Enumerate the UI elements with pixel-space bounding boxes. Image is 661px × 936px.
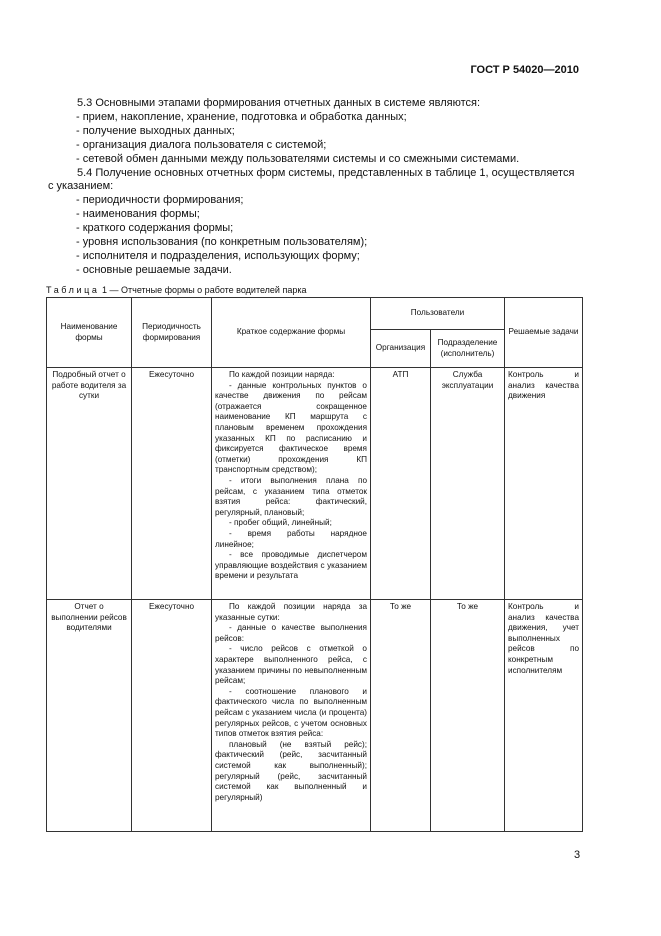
cell-tasks: Контроль и анализ качества движения <box>505 368 583 600</box>
paragraph-5-4: 5.4 Получение основных отчетных форм системы, представленных в таблице 1, осуществляется с указанием: <box>48 166 575 193</box>
list-item: - сетевой обмен данными между пользователями системы и со смежными системами. <box>76 152 520 165</box>
content-line: - итоги выполнения плана по рейсам, с указанием типа отметок взятия рейса: фактический, регулярный, плановый; <box>215 475 367 517</box>
content-line: - данные контрольных пунктов о качестве движения по рейсам (отражается сокращенное наименование КП маршрута с плановым временем прохождения указанных КП по расписанию и фиксируется фактическое время (отметки) прохождения КП транспортным средством); <box>215 380 367 475</box>
table-row <box>47 368 583 600</box>
report-forms-table <box>46 297 583 832</box>
list-item: - краткого содержания формы; <box>76 222 234 235</box>
cell-period: Ежесуточно <box>132 368 212 600</box>
cell-name: Подробный отчет о работе водителя за сутки <box>47 368 132 600</box>
section-text <box>48 97 580 278</box>
content-line: - число рейсов с отметкой о характере выполненного рейса, с указанием причины по невыполненным рейсам; <box>215 644 367 686</box>
list-item: - прием, накопление, хранение, подготовка и обработка данных; <box>76 110 407 123</box>
list-item: - уровня использования (по конкретным пользователям); <box>76 236 368 249</box>
content-line: - пробег общий, линейный; <box>229 518 332 528</box>
list-item: - организация диалога пользователя с системой; <box>76 138 327 151</box>
cell-dept: То же <box>431 600 505 832</box>
content-line: - соотношение планового и фактического числа по выполненным рейсам с указанием числа (и процента) регулярных рейсов, с учетом основных типов отметок взятия рейса: <box>215 686 367 739</box>
content-line: По каждой позиции наряда за указанные сутки: <box>215 602 367 622</box>
page-number: 3 <box>574 849 581 861</box>
header-content: Краткое содержание формы <box>212 298 371 368</box>
header-period: Периодичность формирования <box>132 298 212 368</box>
header-dept: Подразделение (исполнитель) <box>431 330 505 368</box>
cell-name: Отчет о выполнении рейсов водителями <box>47 600 132 832</box>
table-caption-text: 1 — Отчетные формы о работе водителей парка <box>102 285 307 295</box>
content-line: - все проводимые диспетчером управляющие воздействия с указанием времени и результата <box>215 550 367 581</box>
list-item: - получение выходных данных; <box>76 124 235 137</box>
cell-dept: Служба эксплуатации <box>431 368 505 600</box>
table-row <box>47 600 583 832</box>
cell-org: АТП <box>371 368 431 600</box>
list-item: - наименования формы; <box>76 208 200 221</box>
cell-org: То же <box>371 600 431 832</box>
list-item: - исполнителя и подразделения, использующих форму; <box>76 249 360 262</box>
table-caption-label: Таблица <box>46 285 100 295</box>
table-caption <box>46 285 307 295</box>
list-item: - периодичности формирования; <box>76 194 244 207</box>
content-line: плановый (не взятый рейс); фактический (рейс, засчитанный системой как выполненный); регулярный (рейс, засчитанный системой как выполненный и регулярный) <box>215 739 367 802</box>
header-users: Пользователи <box>371 298 505 330</box>
header-org: Организация <box>371 330 431 368</box>
cell-period: Ежесуточно <box>132 600 212 832</box>
header-name: Наименование формы <box>47 298 132 368</box>
content-line: По каждой позиции наряда: <box>229 370 335 379</box>
document-id: ГОСТ Р 54020—2010 <box>470 64 579 76</box>
cell-tasks: Контроль и анализ качества движения, учет выполненных рейсов по конкретным исполнителям <box>505 600 583 832</box>
content-line: - данные о качестве выполнения рейсов: <box>215 623 367 643</box>
header-tasks: Решаемые задачи <box>505 298 583 368</box>
cell-content <box>212 368 371 600</box>
cell-content <box>212 600 371 832</box>
list-item: - основные решаемые задачи. <box>76 263 232 276</box>
paragraph-5-3: 5.3 Основными этапами формирования отчетных данных в системе являются: <box>77 97 481 109</box>
content-line: - время работы нарядное линейное; <box>215 528 367 549</box>
